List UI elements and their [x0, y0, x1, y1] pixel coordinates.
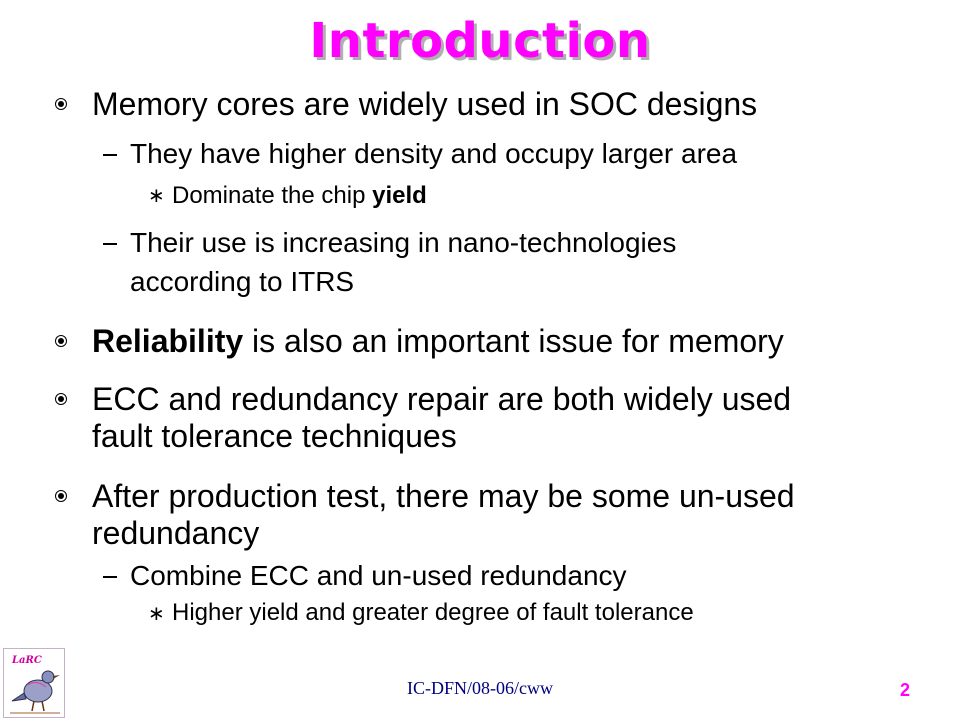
bullet-icon [55, 98, 67, 110]
sub-sub-bullet-higher-yield: Higher yield and greater degree of fault tolerance [172, 599, 694, 626]
sub-bullet-nano-line2: according to ITRS [130, 266, 355, 297]
bullet-icon [55, 335, 67, 347]
reliability-rest: is also an important issue for memory [243, 323, 784, 359]
dash-bullet-icon [103, 243, 117, 245]
sub-bullet-combine: Combine ECC and un-used redundancy [130, 560, 627, 591]
sub-sub-bullet-yield [172, 181, 427, 211]
bullet-production-line1: After production test, there may be some un-used [92, 478, 795, 514]
bullet-reliability [92, 321, 784, 361]
bullet-ecc-line2: fault tolerance techniques [92, 418, 457, 454]
bullet-ecc-line1: ECC and redundancy repair are both widely used [92, 381, 792, 417]
sub-bullet-nano-line1: Their use is increasing in nano-technologies [130, 227, 677, 258]
bullet-production-line2: redundancy [92, 515, 260, 551]
bullet-icon [55, 490, 67, 502]
yield-text: Dominate the chip [172, 182, 373, 209]
bullet-memory-cores: Memory cores are widely used in SOC designs [92, 86, 758, 122]
page-number: 2 [899, 680, 910, 700]
slide-title: Introduction [309, 13, 651, 69]
footer-text: IC-DFN/08-06/cww [407, 678, 553, 698]
logo-text: LaRC [12, 655, 42, 666]
yield-bold: yield [372, 182, 427, 209]
asterisk-bullet-icon: ∗ [148, 601, 165, 625]
sub-bullet-density: They have higher density and occupy larger area [130, 138, 738, 169]
asterisk-bullet-icon: ∗ [148, 183, 165, 207]
bullet-icon [55, 393, 67, 405]
reliability-bold: Reliability [92, 323, 244, 359]
dash-bullet-icon [103, 576, 117, 578]
dash-bullet-icon [103, 154, 117, 156]
